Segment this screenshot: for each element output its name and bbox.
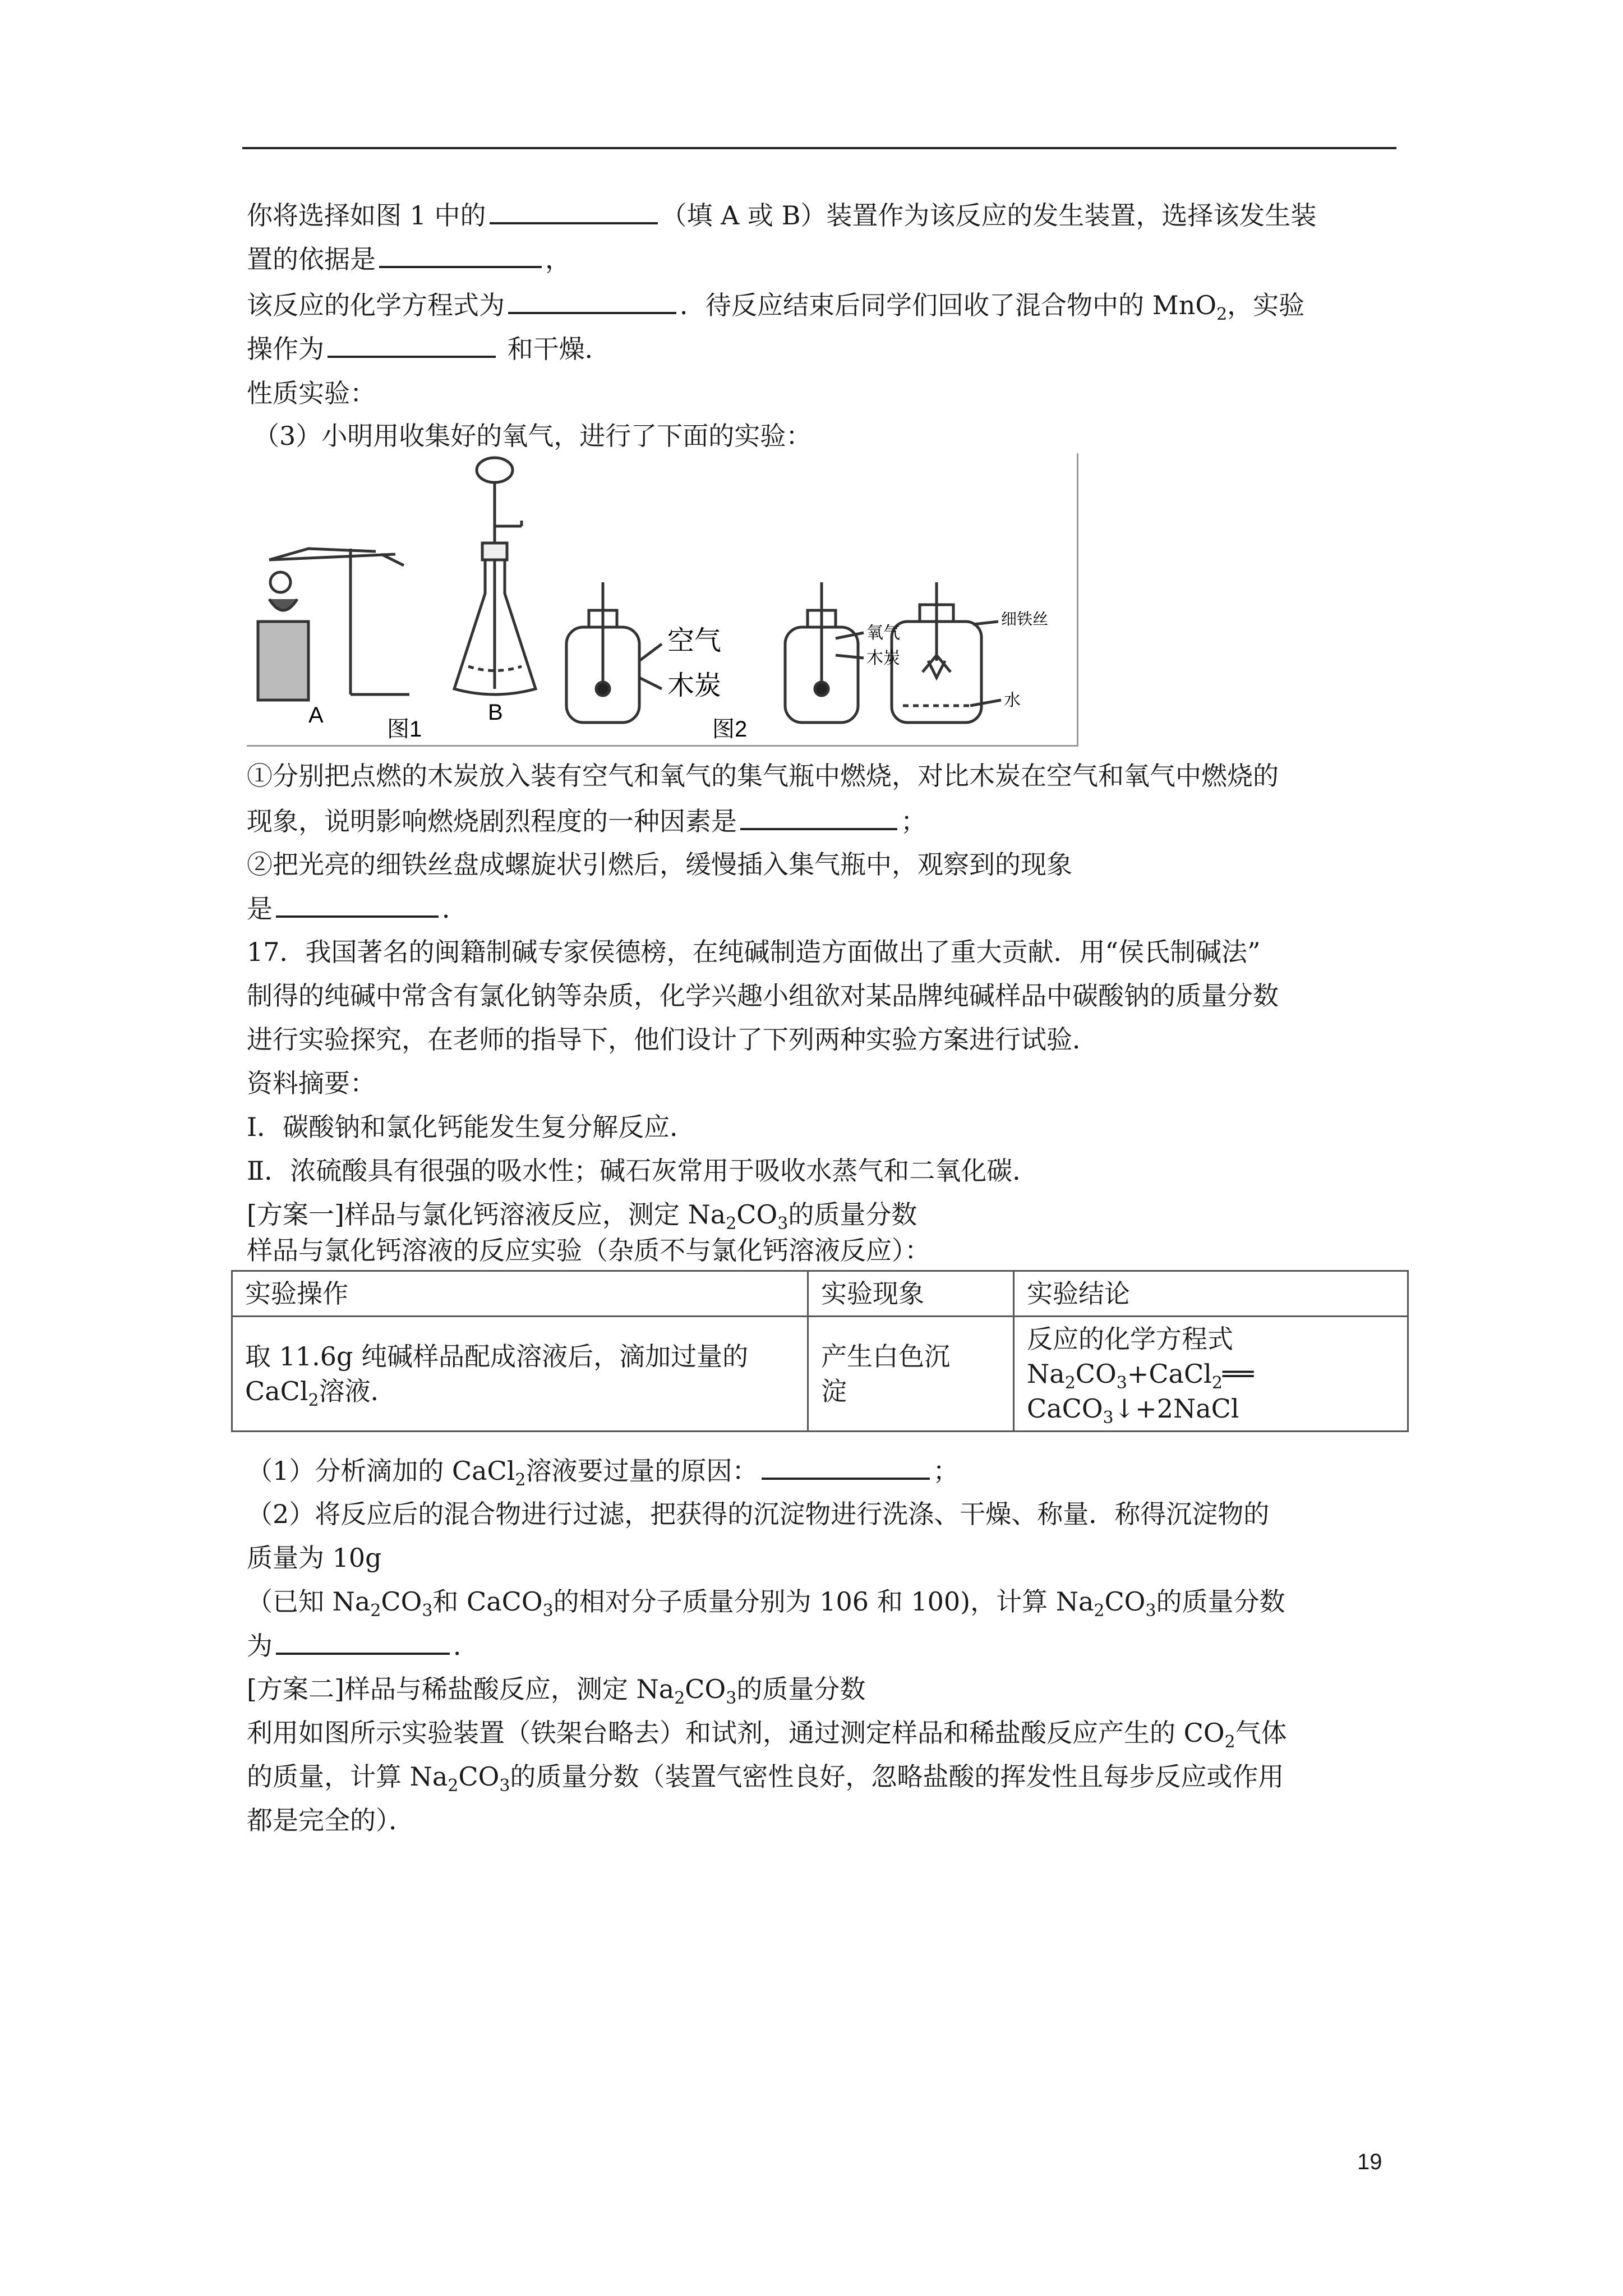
label-charcoal: 木炭: [667, 670, 722, 701]
answer-blank[interactable]: [276, 891, 439, 918]
label-oxygen: 氧气: [866, 623, 900, 643]
text-line: （1）分析滴加的 CaCl$_2$溶液要过量的原因： ；: [247, 1453, 959, 1488]
label-water: 水: [1004, 691, 1021, 710]
text-line: ②把光亮的细铁丝盘成螺旋状引燃后，缓慢插入集气瓶中，观察到的现象: [247, 849, 1072, 880]
table-header-cell: 实验现象: [808, 1271, 1014, 1317]
text-line: 现象，说明影响燃烧剧烈程度的一种因素是 ；: [247, 803, 926, 839]
page-number: 19: [1357, 2150, 1382, 2174]
text-line: Ⅱ．浓硫酸具有很强的吸水性；碱石灰常用于吸收水蒸气和二氧化碳．: [247, 1156, 1039, 1186]
label-fig2: 图2: [712, 717, 748, 742]
table-header-cell: 实验结论: [1014, 1271, 1408, 1317]
table-cell-conclusion: 反应的化学方程式 $Na_2CO_3+CaCl_2══$ CaCO$_3$↓+2NaCl: [1014, 1317, 1408, 1432]
text-line: [方案二]样品与稀盐酸反应，测定 $Na_2CO_3$的质量分数: [247, 1674, 866, 1709]
text-line: 进行实验探究，在老师的指导下，他们设计了下列两种实验方案进行试验．: [247, 1024, 1098, 1055]
answer-blank[interactable]: [740, 803, 897, 830]
apparatus-drawing: [247, 453, 1077, 745]
text-line: 利用如图所示实验装置（铁架台略去）和试剂，通过测定样品和稀盐酸反应产生的 $CO_2$气体: [247, 1718, 1287, 1752]
table-cell-operation: 取 11.6g 纯碱样品配成溶液后，滴加过量的 CaCl$_2$溶液．: [232, 1317, 808, 1432]
table-cell-phenomenon: 产生白色沉 淀: [808, 1317, 1014, 1432]
text-line: 该反应的化学方程式为 ．待反应结束后同学们回收了混合物中的 MnO$_2$，实验: [247, 287, 1304, 323]
text-line: 性质实验：: [247, 378, 376, 408]
text-line: 置的依据是 ，: [247, 241, 571, 277]
answer-blank[interactable]: [276, 1628, 450, 1655]
text-line: 样品与氯化钙溶液的反应实验（杂质不与氯化钙溶液反应）：: [247, 1235, 930, 1266]
apparatus-figure: [247, 453, 1078, 747]
text-line: 你将选择如图 1 中的 （填 A 或 B）装置作为该反应的发生装置，选择该发生装: [247, 197, 1316, 233]
answer-blank[interactable]: [508, 287, 676, 314]
text-line: （已知 $Na_2CO_3$和 CaCO$_3$的相对分子质量分别为 106 和 100)，计算 $Na_2CO_3$的质量分数: [247, 1586, 1285, 1621]
text-line: 制得的纯碱中常含有氯化钠等杂质，化学兴趣小组欲对某品牌纯碱样品中碳酸钠的质量分数: [247, 981, 1279, 1011]
text-line: （3）小明用收集好的氧气，进行了下面的实验：: [253, 421, 812, 451]
text-line: ①分别把点燃的木炭放入装有空气和氧气的集气瓶中燃烧，对比木炭在空气和氧气中燃烧的: [247, 761, 1279, 791]
table-header-cell: 实验操作: [232, 1271, 808, 1317]
answer-blank[interactable]: [328, 331, 496, 358]
table-header-row: [232, 1271, 1408, 1317]
text-line: [方案一]样品与氯化钙溶液反应，测定 $Na_2CO_3$的质量分数: [247, 1199, 917, 1234]
text-line: Ⅰ．碳酸钠和氯化钙能发生复分解反应．: [247, 1112, 696, 1142]
label-air: 空气: [667, 625, 722, 656]
text-line: 是 ．: [247, 891, 468, 926]
answer-blank[interactable]: [490, 197, 658, 224]
text-line: （2）将反应后的混合物进行过滤，把获得的沉淀物进行洗涤、干燥、称量．称得沉淀物的: [247, 1499, 1270, 1529]
table-row: [232, 1317, 1408, 1432]
text-line: 都是完全的）．: [247, 1805, 414, 1835]
answer-blank[interactable]: [762, 1453, 930, 1480]
burner-block: [258, 622, 308, 700]
text-line: 质量为 10g: [247, 1543, 382, 1573]
text-line: 操作为 和干燥．: [247, 331, 611, 366]
label-fig1: 图1: [387, 717, 422, 742]
text-line: 资料摘要：: [247, 1068, 376, 1098]
label-charcoal-2: 木炭: [866, 648, 900, 668]
experiment-table: [231, 1270, 1409, 1432]
label-a: A: [308, 703, 324, 728]
header-rule: [242, 147, 1396, 149]
text-line: 17．我国著名的闽籍制碱专家侯德榜，在纯碱制造方面做出了重大贡献．用“侯氏制碱法”: [247, 937, 1261, 967]
label-iron-wire: 细铁丝: [1001, 610, 1049, 628]
text-line: 的质量，计算 $Na_2CO_3$的质量分数（装置气密性良好，忽略盐酸的挥发性且每步反应或作用: [247, 1761, 1284, 1796]
answer-blank[interactable]: [379, 241, 542, 268]
label-b: B: [488, 700, 503, 725]
text-line: 为 ．: [247, 1628, 479, 1663]
